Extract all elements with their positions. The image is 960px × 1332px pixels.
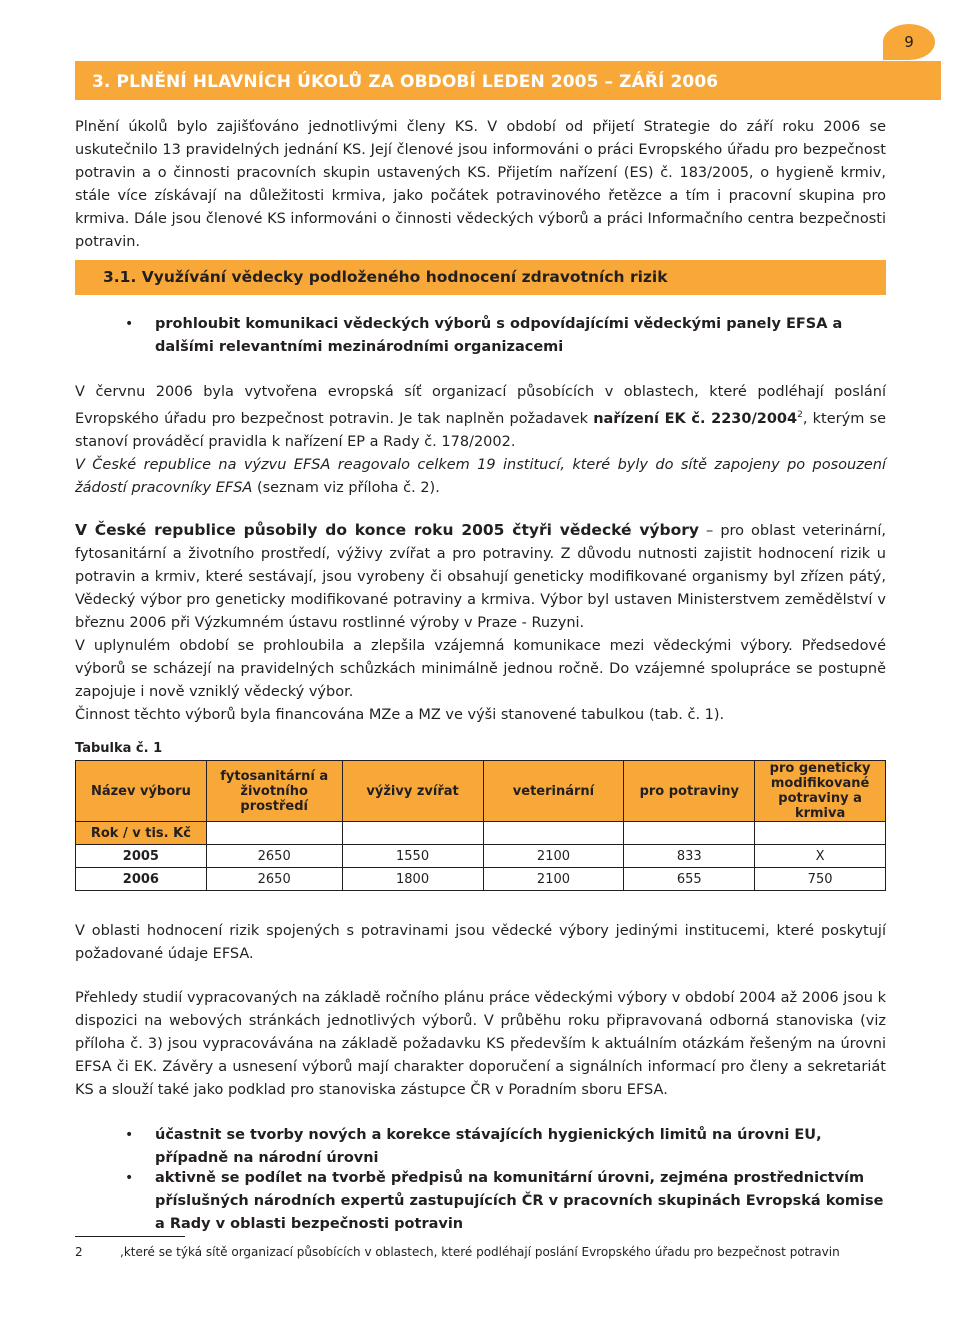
scientific-committees-paragraph [75,519,886,727]
bold-lead: V České republice působily do konce roku 2005 čtyři vědecké výbory [75,521,700,539]
section-title: 3.1. Využívání vědecky podloženého hodnocení zdravotních rizik [103,268,668,286]
table-year-cell: 2006 [76,868,207,891]
footnote-reference: 2 [797,410,803,420]
table-cell: 655 [624,868,755,891]
table-header-row [76,761,886,822]
footnote-number: 2 [75,1245,83,1259]
efsa-network-paragraph [75,381,886,500]
table-cell: 2100 [483,845,624,868]
table-cell: 2650 [206,868,342,891]
footnote [75,1245,840,1259]
table-unit-row [76,822,886,845]
table-column-header: pro potraviny [624,761,755,822]
italic-text: V České republice na výzvu EFSA reagovalo celkem 19 institucí, které byly do sítě zapojeny po posouzení žádostí pracovníky EFSA [75,456,886,496]
risk-assessment-paragraph: V oblasti hodnocení rizik spojených s potravinami jsou vědecké výbory jedinými institucemi, které poskytují požadované údaje EFSA. [75,923,886,962]
table-cell [624,822,755,845]
footnote-text: ,které se týká sítě organizací působících v oblastech, které podléhají poslání Evropského úřadu pro bezpečnost potravin [120,1245,840,1259]
table-cell: 2100 [483,868,624,891]
bullet-item-efsa-communication: prohloubit komunikaci vědeckých výborů s odpovídajícími vědeckými panely EFSA a dalšími relevantními mezinárodními organizacemi [155,316,843,355]
page-number: 9 [883,24,935,60]
table-column-header: veterinární [483,761,624,822]
table-unit-label: Rok / v tis. Kč [76,822,207,845]
table-column-header: fytosanitární a životního prostředí [206,761,342,822]
table-cell [483,822,624,845]
table-cell [755,822,886,845]
regulation-reference: nařízení EK č. 2230/2004 [593,410,798,427]
table-year-cell: 2005 [76,845,207,868]
studies-overview-paragraph: Přehledy studií vypracovaných na základě ročního plánu práce vědeckými výbory v období 2004 až 2006 jsou k dispozici na webových stránkách jednotlivých výborů. V průběhu roku připravovaná odborná stanoviska (viz příloha č. 3) jsou vypracovávána na základě požadavku KS především k aktuálním otázkám řešeným na úrovni EFSA či EK. Závěry a usnesení výborů mají charakter doporučení a signálních informací pro členy a sekretariát KS a slouží také jako podklad pro stanoviska zástupce ČR v Poradním sboru EFSA. [75,990,886,1098]
table-cell [206,822,342,845]
table-column-header: pro geneticky modifikované potraviny a krmiva [755,761,886,822]
table-cell: 833 [624,845,755,868]
table-row [76,845,886,868]
table-row [76,868,886,891]
table-cell: 1550 [342,845,483,868]
table-cell: X [755,845,886,868]
funding-table [75,760,886,891]
bullet-item-legislation: aktivně se podílet na tvorbě předpisů na komunitární úrovni, zejména prostřednictvím příslušných národních expertů zastupujících ČR v pracovních skupinách Evropská komise a Rady v oblasti bezpečnosti potravin [155,1170,884,1232]
text-span: – pro oblast veterinární, fytosanitární a životního prostředí, výživy zvířat a pro potraviny. Z důvodu nutnosti zajistit hodnocení rizik u potravin a krmiv, které sestávají, jsou vyrobeny či obsahují geneticky modifikované organismy byl zřízen pátý, Vědecký výbor pro geneticky modifikované potraviny a krmiva. Výbor byl ustaven Ministerstvem zemědělství v březnu 2006 při Výzkumném ústavu rostlinné výroby v Praze - Ruzyni. [75,523,887,631]
table-column-header: výživy zvířat [342,761,483,822]
bullet-glyph: • [125,1127,134,1143]
table-cell: 1800 [342,868,483,891]
table-cell: 750 [755,868,886,891]
intro-paragraph: Plnění úkolů bylo zajišťováno jednotlivými členy KS. V období od přijetí Strategie do září roku 2006 se uskutečnilo 13 pravidelných jednání KS. Její členové jsou informováni o práci Evropského úřadu pro bezpečnost potravin a o činnosti pracovních skupin ustavených KS. Přijetím nařízení (ES) č. 183/2005, o hygieně krmiv, stále více získávají na důležitosti krmiva, jako počátek potravinového řetězce a tím i pracovní skupina pro krmiva. Dále jsou členové KS informováni o činnosti vědeckých výborů a práci Informačního centra bezpečnosti potravin. [75,119,886,250]
table-header-label: Název výboru [76,761,207,822]
text-span: Činnost těchto výborů byla financována MZe a MZ ve výši stanovené tabulkou (tab. č. 1). [75,707,725,723]
bullet-glyph: • [125,316,134,332]
text-span: V uplynulém období se prohloubila a zlepšila vzájemná komunikace mezi vědeckými výbory. Předsedové výborů se scházejí na pravidelných schůzkách minimálně jednou ročně. Do vzájemné spolupráce se postupně zapojuje i nově vzniklý vědecký výbor. [75,638,886,700]
bullet-glyph: • [125,1170,134,1186]
chapter-title: 3. PLNĚNÍ HLAVNÍCH ÚKOLŮ ZA OBDOBÍ LEDEN 2005 – ZÁŘÍ 2006 [92,72,719,92]
table-caption: Tabulka č. 1 [75,741,163,756]
bullet-item-hygiene-limits: účastnit se tvorby nových a korekce stávajících hygienických limitů na úrovni EU, případně na národní úrovni [155,1127,822,1166]
text-span: (seznam viz příloha č. 2). [252,479,440,496]
table-cell: 2650 [206,845,342,868]
footnote-divider [75,1236,185,1237]
text-span: V červnu 2006 byla vytvořena evropská síť organizací působících v oblastech, které podléhají poslání Evropského úřadu pro bezpečnost potravin. Je tak naplněn požadavek [75,384,886,427]
table-cell [342,822,483,845]
text-span: , kterým se stanoví prováděcí pravidla k nařízení EP a Rady č. 178/2002. [75,410,886,450]
